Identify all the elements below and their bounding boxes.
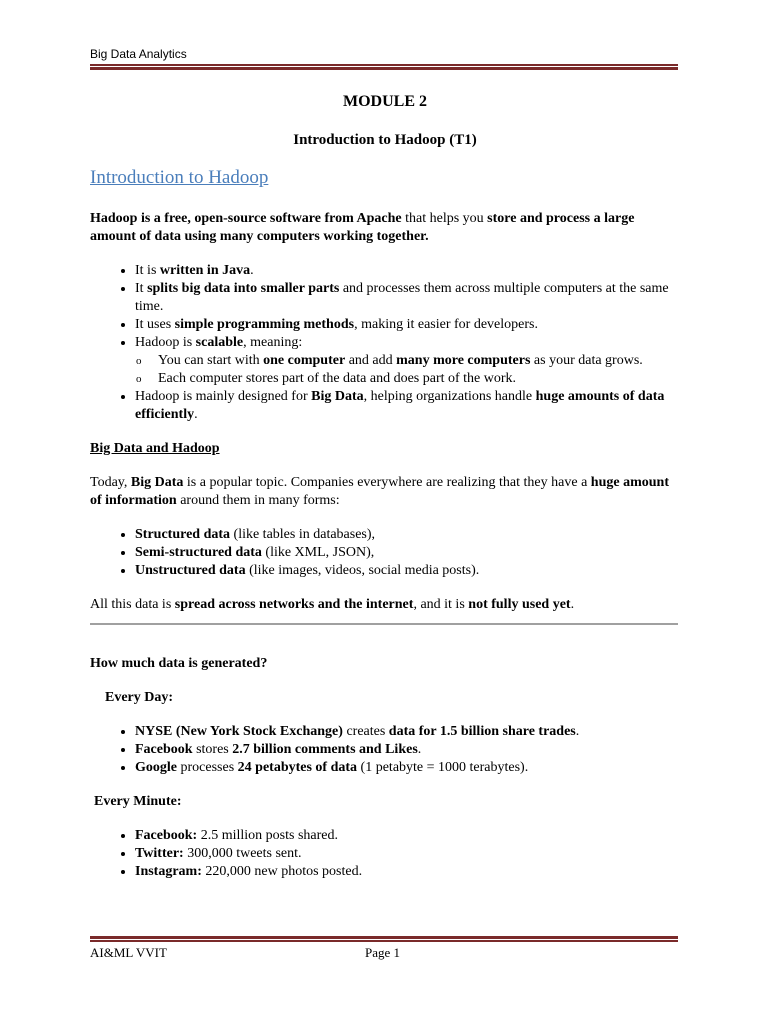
bigdata-paragraph: Today, Big Data is a popular topic. Companies everywhere are realizing that they have a huge amount of information around them in many forms: xyxy=(90,475,669,508)
list-item: • Hadoop is mainly designed for Big Data, helping organizations handle huge amounts of data efficiently. xyxy=(135,388,680,424)
footer-institution: AI&ML VVIT xyxy=(90,945,167,960)
list-item: • Hadoop is scalable, meaning: o You can start with one computer and add many more computers as your data grows. o Each computer stores part of the data and does part of the work. xyxy=(135,334,680,388)
list-item: • Facebook: 2.5 million posts shared. xyxy=(135,827,680,845)
horizontal-divider xyxy=(90,623,678,625)
list-item: • Facebook stores 2.7 billion comments and Likes. xyxy=(135,741,680,759)
every-minute-heading: Every Minute: xyxy=(94,794,182,809)
every-day-heading: Every Day: xyxy=(105,690,174,705)
how-much-heading: How much data is generated? xyxy=(90,656,268,671)
list-item: • Unstructured data (like images, videos, social media posts). xyxy=(135,562,680,580)
sub-list-item: o You can start with one computer and add many more computers as your data grows. xyxy=(158,352,680,370)
list-item: • Instagram: 220,000 new photos posted. xyxy=(135,863,680,881)
intro-paragraph: Hadoop is a free, open-source software from Apache that helps you store and process a large amount of data using many computers working together. xyxy=(90,211,635,244)
list-item: • Twitter: 300,000 tweets sent. xyxy=(135,845,680,863)
every-minute-list xyxy=(90,827,680,881)
list-item: • It uses simple programming methods, making it easier for developers. xyxy=(135,316,680,334)
module-title: MODULE 2 xyxy=(343,93,427,110)
list-item: • It splits big data into smaller parts and processes them across multiple computers at the same time. xyxy=(135,280,680,316)
list-item: • NYSE (New York Stock Exchange) creates data for 1.5 billion share trades. xyxy=(135,723,680,741)
every-day-list xyxy=(90,723,680,777)
list-item: • It is written in Java. xyxy=(135,262,680,280)
spread-paragraph: All this data is spread across networks and the internet, and it is not fully used yet. xyxy=(90,597,575,612)
sub-list-item: o Each computer stores part of the data and does part of the work. xyxy=(158,370,680,388)
footer-rule xyxy=(90,936,678,942)
running-header: Big Data Analytics xyxy=(90,47,187,61)
scalable-sublist xyxy=(135,352,680,388)
header-rule xyxy=(90,64,678,70)
hadoop-features-list xyxy=(90,262,680,424)
list-item: • Google processes 24 petabytes of data (1 petabyte = 1000 terabytes). xyxy=(135,759,680,777)
data-forms-list xyxy=(90,526,680,580)
section-heading: Introduction to Hadoop xyxy=(90,167,269,188)
page-content xyxy=(90,92,680,897)
bigdata-heading: Big Data and Hadoop xyxy=(90,441,220,456)
list-item: • Structured data (like tables in databases), xyxy=(135,526,680,544)
list-item: • Semi-structured data (like XML, JSON), xyxy=(135,544,680,562)
chapter-subtitle: Introduction to Hadoop (T1) xyxy=(293,132,477,148)
page-number: Page 1 xyxy=(365,945,401,960)
